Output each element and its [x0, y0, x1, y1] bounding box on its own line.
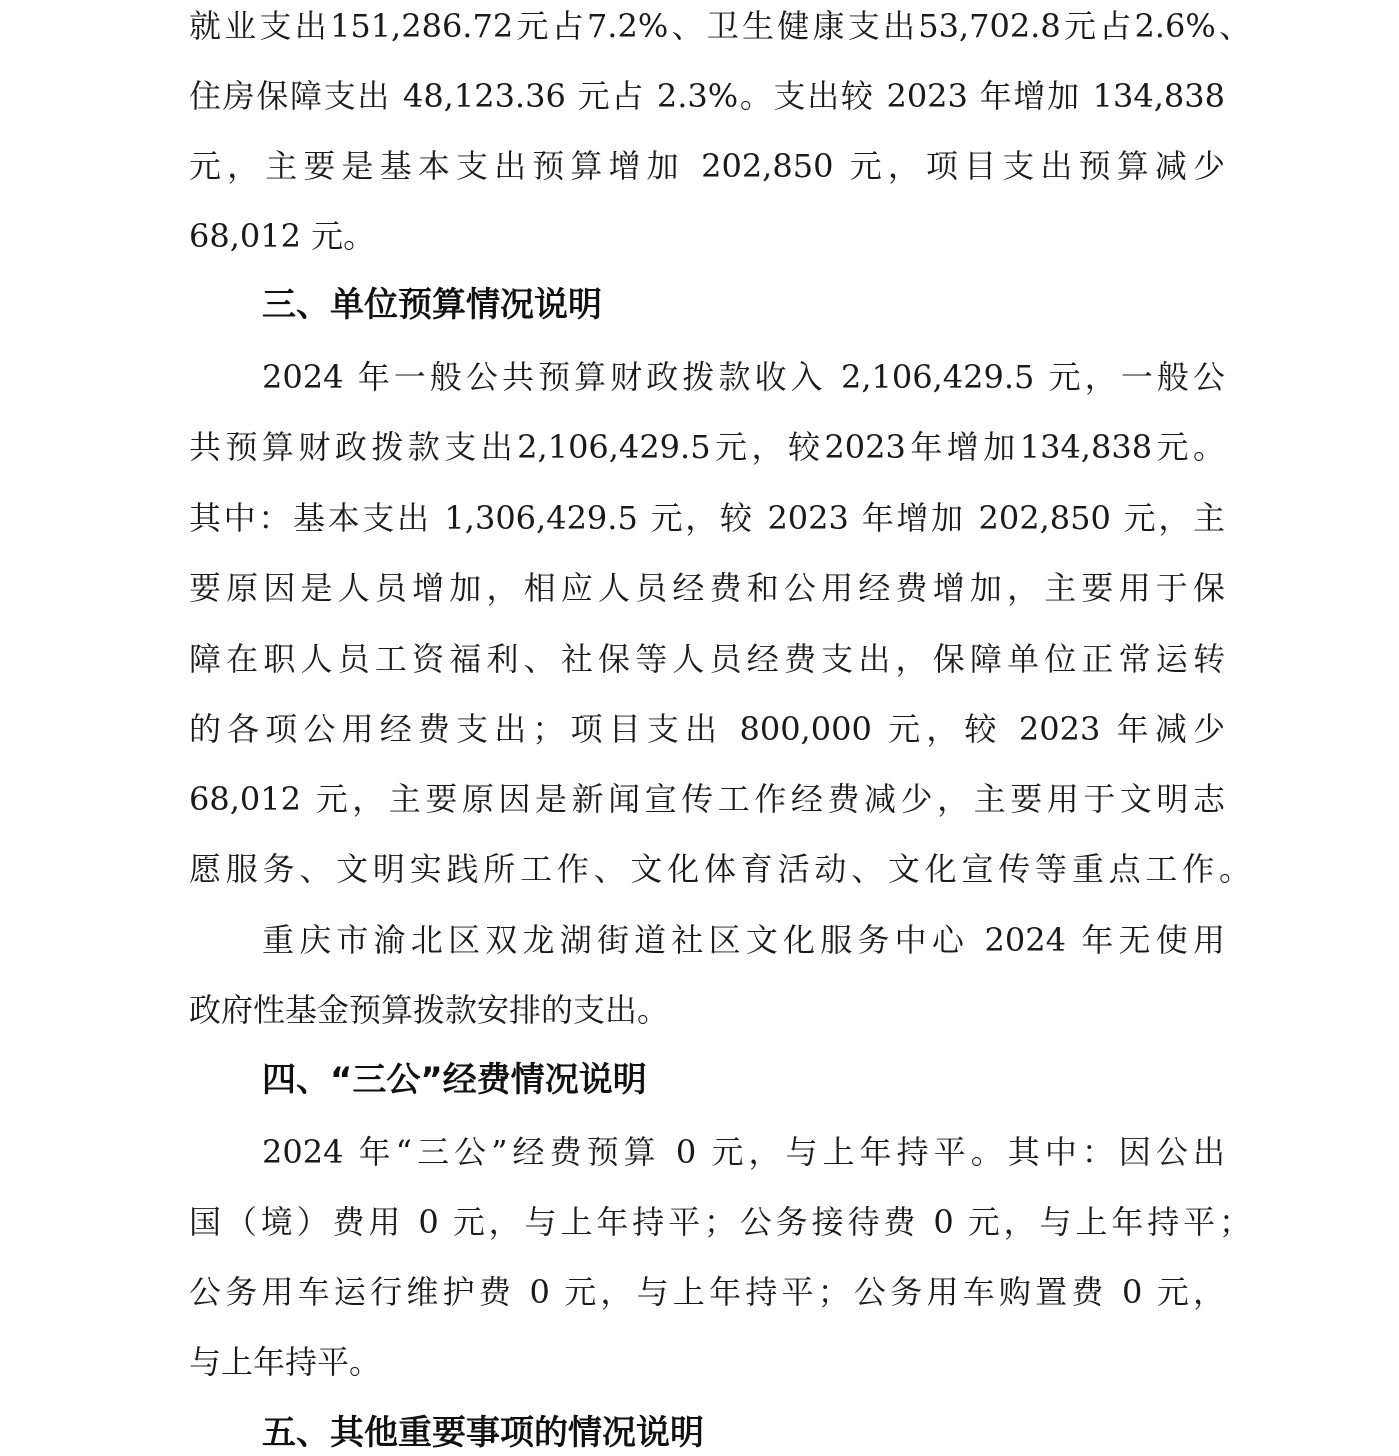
- section-heading: 四、“三公”经费情况说明: [262, 1060, 647, 1100]
- paragraph-line: 68,012 元。: [189, 217, 376, 255]
- paragraph-line: 重庆市渝北区双龙湖街道社区文化服务中心 2024 年无使用: [262, 921, 1225, 959]
- paragraph-line: 元，主要是基本支出预算增加 202,850 元，项目支出预算减少: [189, 147, 1225, 185]
- paragraph-line: 2024 年一般公共预算财政拨款收入 2,106,429.5 元，一般公: [262, 358, 1225, 396]
- paragraph-line: 其中：基本支出 1,306,429.5 元，较 2023 年增加 202,850 元，主: [189, 499, 1225, 537]
- paragraph-line: 的各项公用经费支出；项目支出 800,000 元，较 2023 年减少: [189, 710, 1225, 748]
- section-heading: 三、单位预算情况说明: [262, 285, 602, 325]
- section-heading: 五、其他重要事项的情况说明: [262, 1413, 704, 1453]
- paragraph-line: 与上年持平。: [189, 1343, 382, 1381]
- paragraph-line: 政府性基金预算拨款安排的支出。: [189, 991, 670, 1029]
- paragraph-line: 2024 年“三公”经费预算 0 元，与上年持平。其中：因公出: [262, 1133, 1225, 1171]
- paragraph-line: 障在职人员工资福利、社保等人员经费支出，保障单位正常运转: [189, 640, 1225, 678]
- paragraph-line: 就业支出151,286.72元占7.2%、卫生健康支出53,702.8元占2.6%、: [189, 7, 1251, 45]
- paragraph-line: 共预算财政拨款支出2,106,429.5元，较2023年增加134,838元。: [189, 428, 1225, 466]
- paragraph-line: 住房保障支出 48,123.36 元占 2.3%。支出较 2023 年增加 134,838: [189, 77, 1225, 115]
- paragraph-line: 国（境）费用 0 元，与上年持平；公务接待费 0 元，与上年持平；: [189, 1203, 1251, 1241]
- paragraph-line: 公务用车运行维护费 0 元，与上年持平；公务用车购置费 0 元，: [189, 1273, 1225, 1311]
- paragraph-line: 68,012 元，主要原因是新闻宣传工作经费减少，主要用于文明志: [189, 780, 1225, 818]
- paragraph-line: 要原因是人员增加，相应人员经费和公用经费增加，主要用于保: [189, 569, 1225, 607]
- paragraph-line: 愿服务、文明实践所工作、文化体育活动、文化宣传等重点工作。: [189, 850, 1251, 888]
